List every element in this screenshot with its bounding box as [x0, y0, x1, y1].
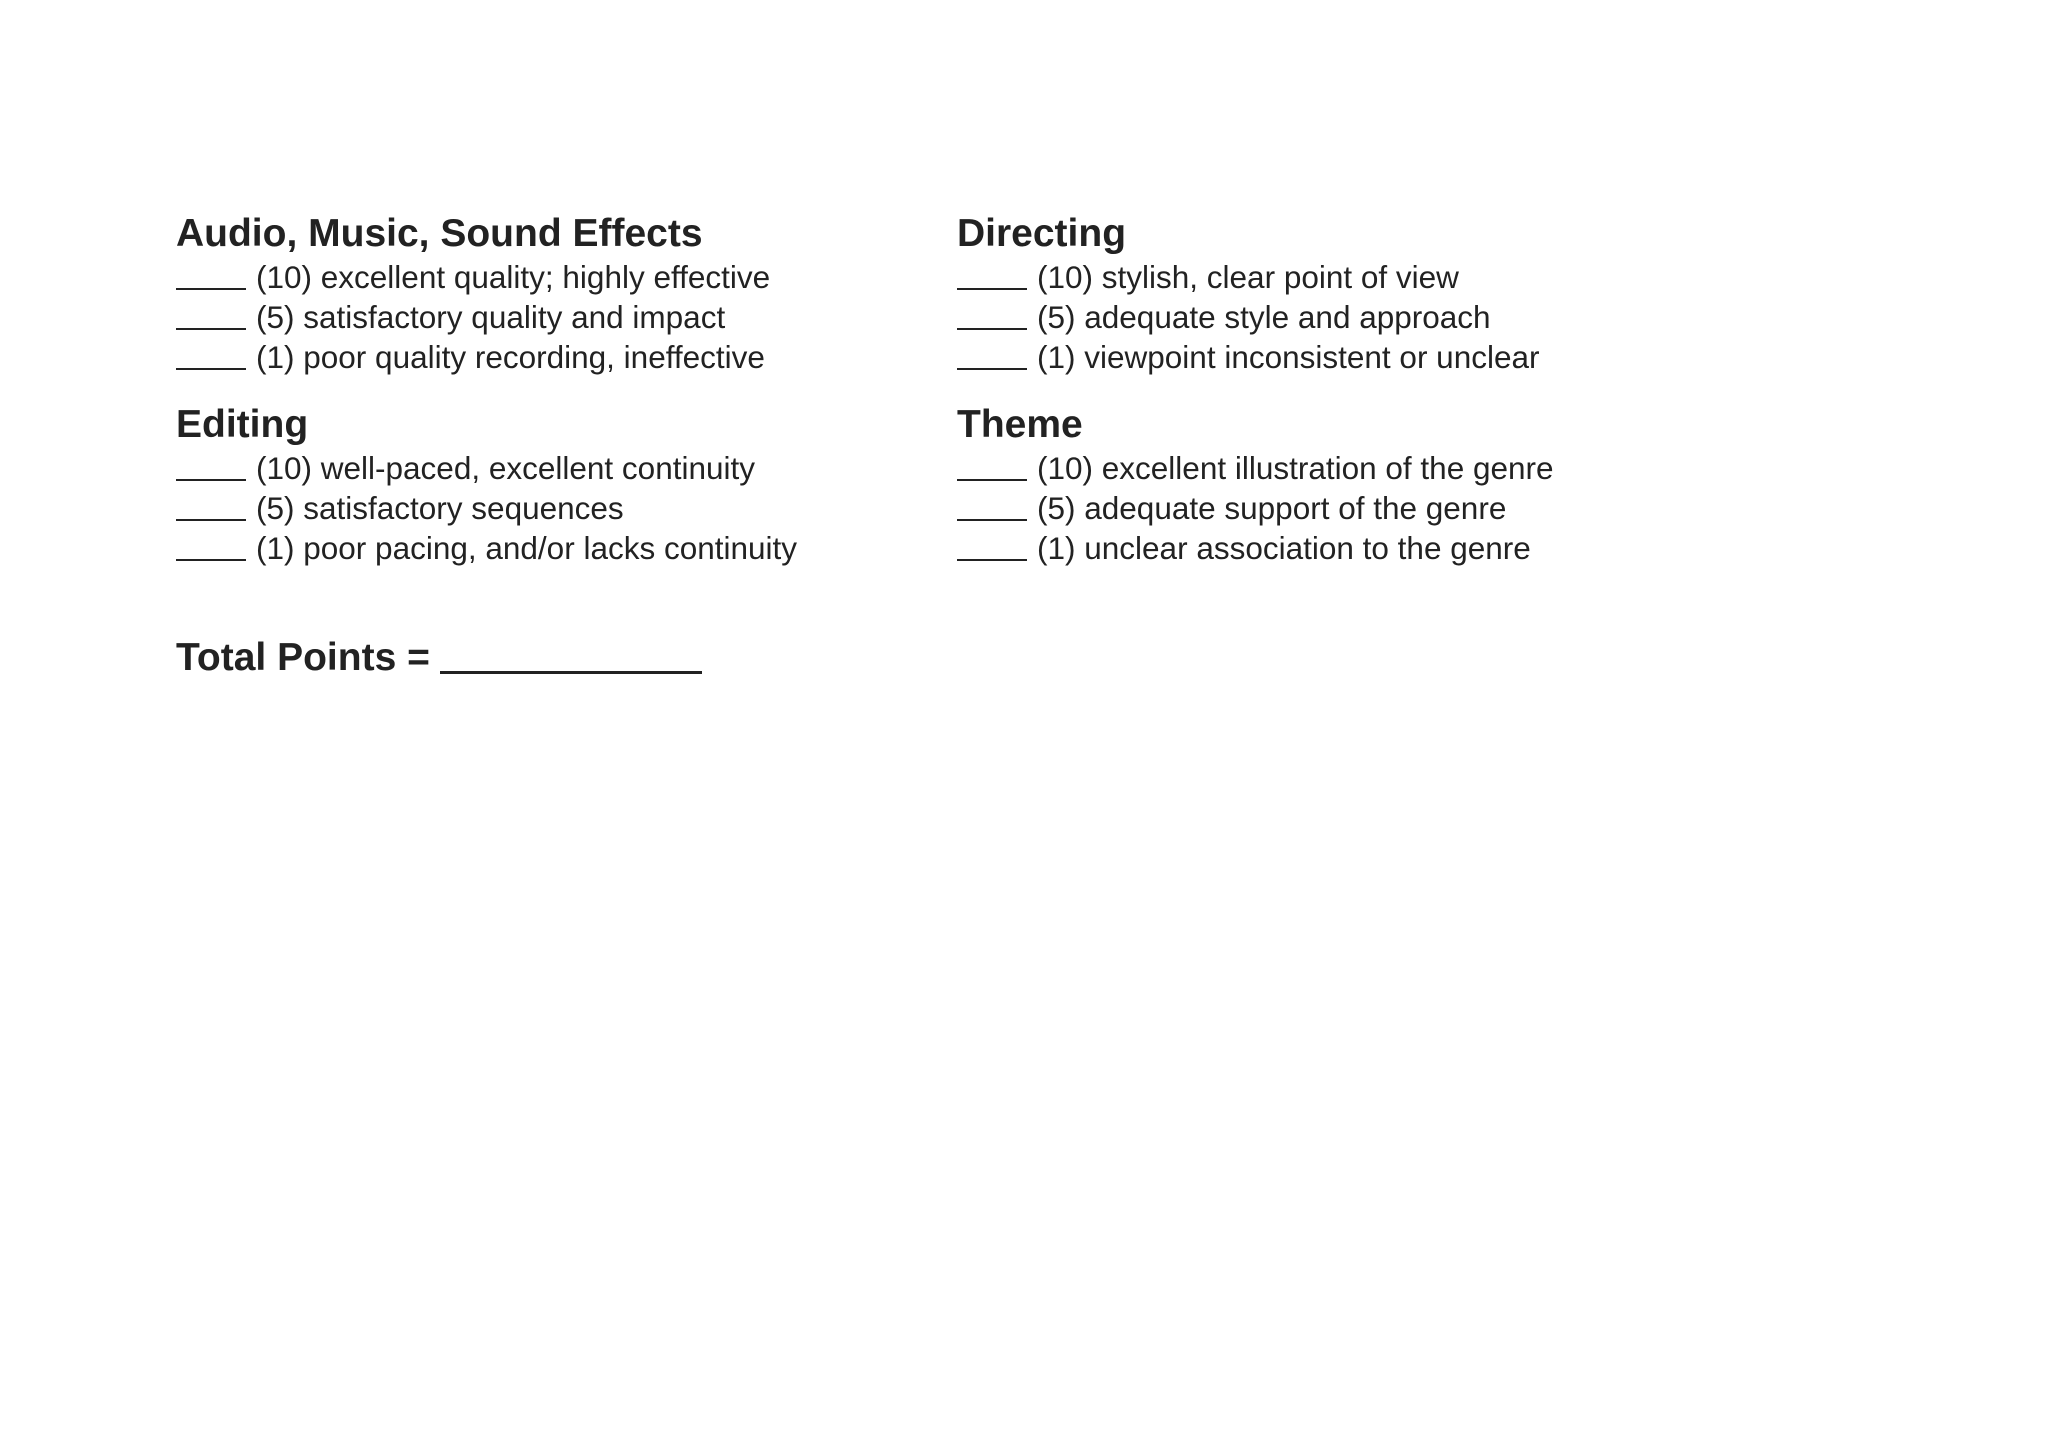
criterion-text: (10) well-paced, excellent continuity — [256, 450, 756, 486]
criterion-text: (5) satisfactory quality and impact — [256, 299, 726, 335]
score-blank[interactable] — [957, 529, 1027, 561]
criterion-text: (1) unclear association to the genre — [1037, 530, 1531, 566]
score-blank[interactable] — [957, 298, 1027, 330]
section-theme — [957, 405, 1677, 567]
score-blank[interactable] — [176, 258, 246, 290]
criterion-row — [176, 527, 896, 567]
section-title: Editing — [176, 403, 309, 446]
criterion-text: (1) viewpoint inconsistent or unclear — [1037, 339, 1540, 375]
score-blank[interactable] — [957, 489, 1027, 521]
criterion-row — [957, 256, 1677, 296]
criterion-row — [176, 256, 896, 296]
total-points-blank[interactable] — [440, 637, 702, 674]
total-points-label: Total Points = — [176, 636, 430, 679]
criterion-row — [176, 336, 896, 376]
criterion-text: (10) excellent quality; highly effective — [256, 259, 771, 295]
criterion-text: (1) poor pacing, and/or lacks continuity — [256, 530, 798, 566]
score-blank[interactable] — [176, 489, 246, 521]
criterion-row — [176, 447, 896, 487]
total-points-row — [176, 633, 702, 680]
criterion-row — [957, 487, 1677, 527]
criterion-text: (10) stylish, clear point of view — [1037, 259, 1459, 295]
criterion-row — [176, 296, 896, 336]
score-blank[interactable] — [957, 258, 1027, 290]
score-blank[interactable] — [957, 449, 1027, 481]
score-blank[interactable] — [176, 529, 246, 561]
criterion-text: (5) satisfactory sequences — [256, 490, 624, 526]
section-title: Audio, Music, Sound Effects — [176, 212, 703, 255]
score-blank[interactable] — [176, 338, 246, 370]
criterion-row — [957, 336, 1677, 376]
criterion-row — [957, 527, 1677, 567]
criterion-text: (1) poor quality recording, ineffective — [256, 339, 765, 375]
section-editing — [176, 405, 896, 567]
criterion-row — [957, 447, 1677, 487]
criterion-text: (5) adequate style and approach — [1037, 299, 1491, 335]
criterion-row — [176, 487, 896, 527]
criterion-row — [957, 296, 1677, 336]
score-blank[interactable] — [957, 338, 1027, 370]
section-title: Theme — [957, 403, 1083, 446]
section-directing — [957, 214, 1677, 376]
criterion-text: (10) excellent illustration of the genre — [1037, 450, 1554, 486]
score-blank[interactable] — [176, 449, 246, 481]
section-title: Directing — [957, 212, 1127, 255]
section-audio — [176, 214, 896, 376]
criterion-text: (5) adequate support of the genre — [1037, 490, 1507, 526]
score-blank[interactable] — [176, 298, 246, 330]
